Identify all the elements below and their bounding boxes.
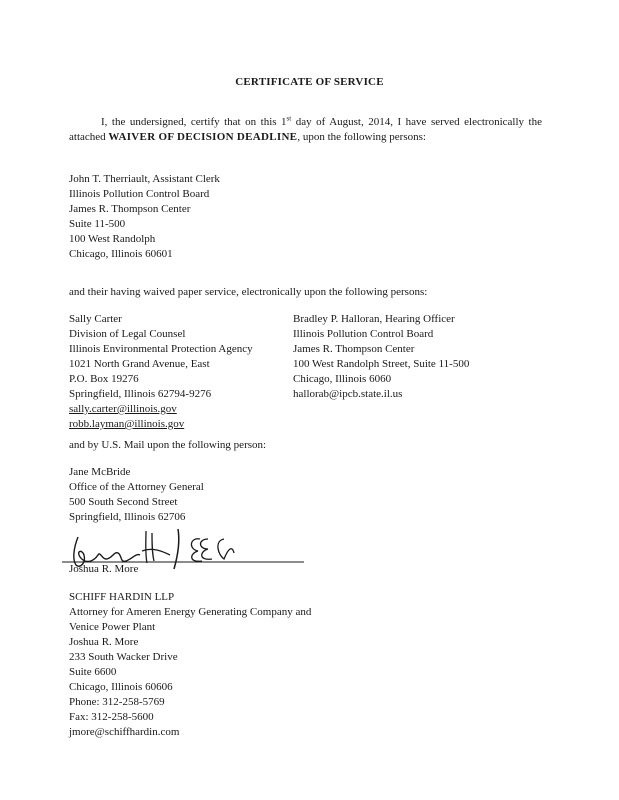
- address-line: Chicago, Illinois 6060: [293, 373, 392, 385]
- address-line: 500 South Second Street: [69, 496, 178, 508]
- firm-line: Suite 6600: [69, 666, 117, 678]
- waived-service-text: and their having waived paper service, electronically upon the following persons:: [69, 286, 428, 298]
- signer-name-block: [69, 562, 138, 577]
- firm-line: Joshua R. More: [69, 636, 139, 648]
- address-line: Division of Legal Counsel: [69, 328, 186, 340]
- address-line: Springfield, Illinois 62794-9276: [69, 388, 212, 400]
- document-title: CERTIFICATE OF SERVICE: [235, 76, 384, 88]
- address-line: Office of the Attorney General: [69, 481, 204, 493]
- address-line: 100 West Randolph Street, Suite 11-500: [293, 358, 470, 370]
- address-line: Illinois Pollution Control Board: [293, 328, 434, 340]
- address-line: Chicago, Illinois 60601: [69, 248, 173, 260]
- address-line: Illinois Environmental Protection Agency: [69, 343, 253, 355]
- address-line: Springfield, Illinois 62706: [69, 511, 186, 523]
- firm-line: Attorney for Ameren Energy Generating Company and: [69, 606, 312, 618]
- phone-number: Phone: 312-258-5769: [69, 696, 165, 708]
- address-line: Jane McBride: [69, 466, 131, 478]
- signer-name: Joshua R. More: [69, 563, 139, 575]
- address-line: Bradley P. Halloran, Hearing Officer: [293, 313, 455, 325]
- email-address: hallorab@ipcb.state.il.us: [293, 388, 403, 400]
- address-line: Sally Carter: [69, 313, 122, 325]
- address-line: James R. Thompson Center: [69, 203, 191, 215]
- address-line: Suite 11-500: [69, 218, 126, 230]
- address-line: James R. Thompson Center: [293, 343, 415, 355]
- firm-name: SCHIFF HARDIN LLP: [69, 591, 175, 603]
- fax-number: Fax: 312-258-5600: [69, 711, 154, 723]
- ordinal-suffix: st: [286, 114, 292, 123]
- firm-line: 233 South Wacker Drive: [69, 651, 178, 663]
- address-line: John T. Therriault, Assistant Clerk: [69, 173, 220, 185]
- mail-service-text: and by U.S. Mail upon the following person:: [69, 439, 267, 451]
- document-name: WAIVER OF DECISION DEADLINE: [108, 131, 298, 143]
- clerk-address: [69, 172, 220, 262]
- email-link[interactable]: robb.layman@illinois.gov: [69, 418, 185, 430]
- intro-text: I, the undersigned, certify that on this 1st day of August, 2014, I have served electronically the attached WAIVER OF DECISION DEADLINE, upon the following persons:: [69, 114, 542, 143]
- email-link[interactable]: sally.carter@illinois.gov: [69, 403, 177, 415]
- firm-line: Venice Power Plant: [69, 621, 156, 633]
- email-address: jmore@schiffhardin.com: [69, 726, 180, 738]
- right-recipient-address: [293, 312, 469, 402]
- address-line: Illinois Pollution Control Board: [69, 188, 210, 200]
- left-recipient-address: [69, 312, 253, 432]
- address-line: 100 West Randolph: [69, 233, 156, 245]
- address-line: P.O. Box 19276: [69, 373, 139, 385]
- firm-signature-block: [69, 590, 311, 740]
- firm-line: Chicago, Illinois 60606: [69, 681, 173, 693]
- address-line: 1021 North Grand Avenue, East: [69, 358, 210, 370]
- mail-recipient-address: [69, 465, 204, 525]
- intro-paragraph: [69, 115, 542, 145]
